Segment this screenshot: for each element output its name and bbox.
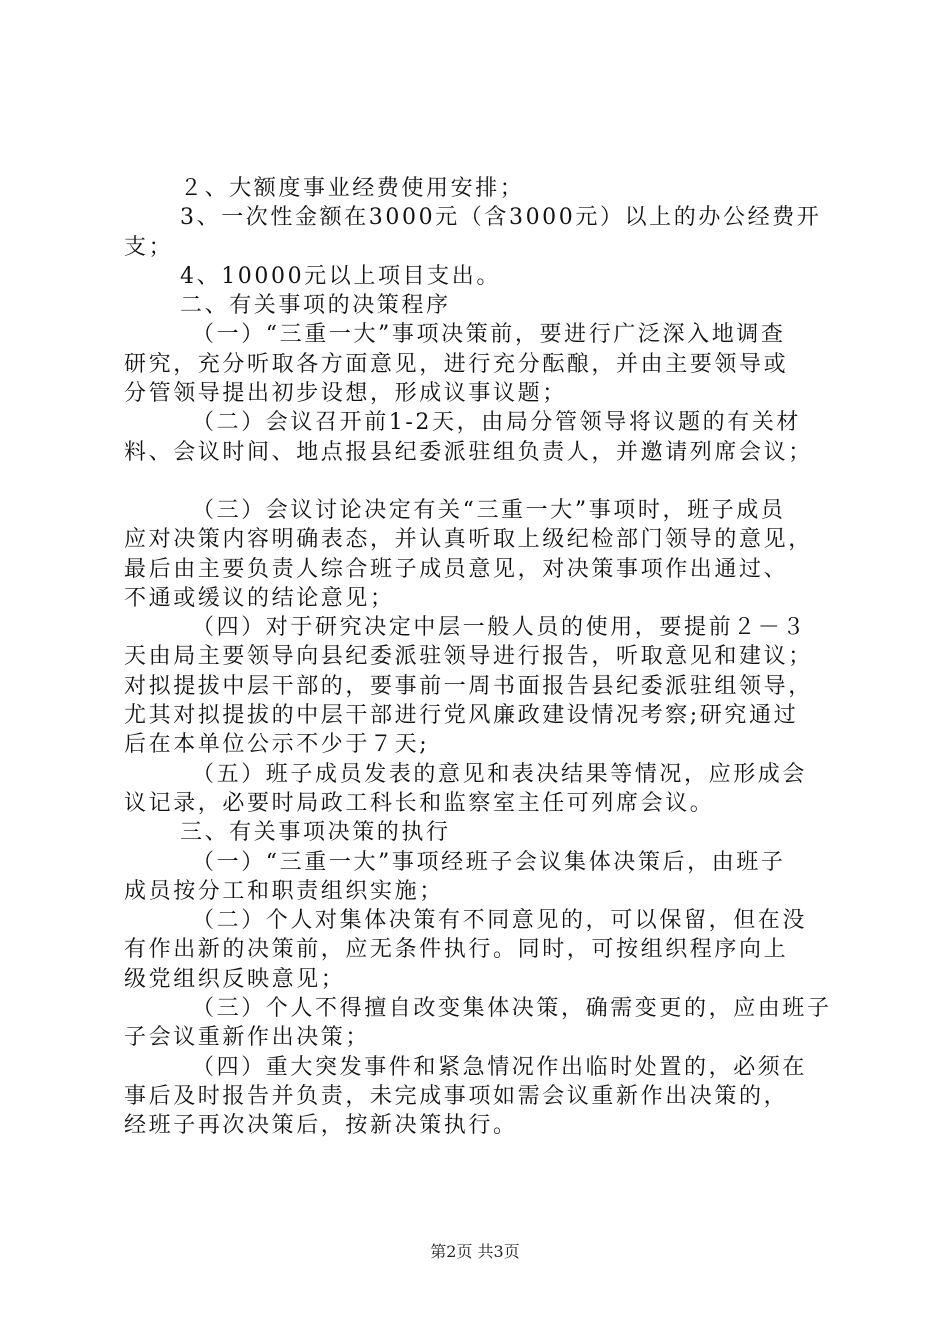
paragraph-line: 研究，充分听取各方面意见，进行充分酝酿，并由主要领导或 xyxy=(124,351,789,377)
page-number-footer: 第2页 共3页 xyxy=(430,1242,520,1261)
paragraph-line: （四）重大突发事件和紧急情况作出临时处置的，必须在 xyxy=(192,1054,808,1080)
paragraph-line: 天由局主要领导向县纪委派驻领导进行报告，听取意见和建议； xyxy=(124,644,813,670)
paragraph-line: 事后及时报告并负责，未完成事项如需会议重新作出决策的， xyxy=(124,1083,789,1109)
paragraph-gap xyxy=(124,467,834,496)
paragraph-line: （三）个人不得擅自改变集体决策，确需变更的，应由班子 xyxy=(192,996,832,1022)
paragraph-line: （三）会议讨论决定有关“三重一大”事项时，班子成员 xyxy=(192,497,786,523)
list-item-2: ２、大额度事业经费使用安排； xyxy=(180,176,525,201)
paragraph-line: 尤其对拟提拔的中层干部进行党风廉政建设情况考察;研究通过 xyxy=(124,703,799,729)
paragraph-line: 经班子再次决策后，按新决策执行。 xyxy=(124,1113,518,1139)
list-item-4: 4、10000元以上项目支出。 xyxy=(180,263,501,289)
paragraph-line: （一）“三重一大”事项决策前，要进行广泛深入地调查 xyxy=(192,322,786,348)
paragraph-line: 不通或缓议的结论意见； xyxy=(124,585,395,611)
paragraph-line: （一）“三重一大”事项经班子会议集体决策后，由班子 xyxy=(192,849,786,875)
paragraph-line: 有作出新的决策前，应无条件执行。同时，可按组织程序向上 xyxy=(124,937,789,963)
section-heading-2: 二、有关事项的决策程序 xyxy=(180,293,451,319)
paragraph-line: 料、会议时间、地点报县纪委派驻组负责人，并邀请列席会议； xyxy=(124,439,813,465)
paragraph-line: （五）班子成员发表的意见和表决结果等情况，应形成会 xyxy=(192,761,808,787)
paragraph-line: （二）会议召开前1-2天，由局分管领导将议题的有关材 xyxy=(192,410,802,436)
paragraph-line: （二）个人对集体决策有不同意见的，可以保留，但在没 xyxy=(192,908,808,934)
paragraph-line: 分管领导提出初步设想，形成议事议题； xyxy=(124,381,567,407)
paragraph-line: 成员按分工和职责组织实施； xyxy=(124,878,444,904)
document-body xyxy=(124,174,834,1141)
paragraph-line: （四）对于研究决定中层一般人员的使用，要提前２－３ xyxy=(192,615,808,641)
paragraph-line: 应对决策内容明确表态，并认真听取上级纪检部门领导的意见， xyxy=(124,527,813,553)
section-heading-3: 三、有关事项决策的执行 xyxy=(180,820,451,846)
paragraph-line: 后在本单位公示不少于７天; xyxy=(124,732,430,758)
paragraph-line: 子会议重新作出决策； xyxy=(124,1025,371,1051)
list-item-3-continuation: 支； xyxy=(124,234,174,260)
paragraph-line: 对拟提拔中层干部的，要事前一周书面报告县纪委派驻组领导， xyxy=(124,673,813,699)
paragraph-line: 最后由主要负责人综合班子成员意见，对决策事项作出通过、 xyxy=(124,556,789,582)
paragraph-line: 议记录，必要时局政工科长和监察室主任可列席会议。 xyxy=(124,790,715,816)
paragraph-line: 级党组织反映意见； xyxy=(124,966,346,992)
list-item-3: 3、一次性金额在3000元（含3000元）以上的办公经费开 xyxy=(180,205,822,231)
